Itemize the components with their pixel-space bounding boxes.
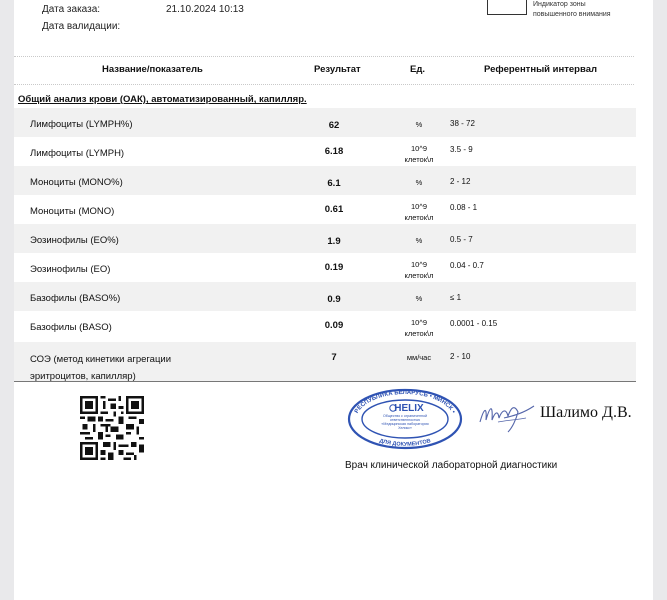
row-name: Эозинофилы (EO) bbox=[30, 264, 111, 275]
row-name: Лимфоциты (LYMPH) bbox=[30, 148, 125, 159]
row-name bbox=[30, 351, 171, 385]
section-title: Общий анализ крови (ОАК), автоматизированный, капилляр. bbox=[18, 94, 307, 105]
header-reference: Референтный интервал bbox=[484, 64, 598, 75]
row-result: 0.09 bbox=[324, 320, 344, 331]
row-name: Базофилы (BASO) bbox=[30, 322, 112, 333]
row-name: Моноциты (MONO) bbox=[30, 206, 115, 217]
row-unit bbox=[388, 259, 450, 281]
order-date-label: Дата заказа: bbox=[42, 4, 101, 15]
table-row bbox=[14, 311, 636, 340]
row-result: 6.1 bbox=[327, 178, 341, 189]
row-result: 0.19 bbox=[324, 262, 344, 273]
doctor-name: Шалимо Д.В. bbox=[540, 404, 632, 421]
table-row bbox=[14, 108, 636, 137]
divider bbox=[14, 84, 634, 85]
row-reference: 2 - 12 bbox=[450, 177, 471, 186]
header-name: Название/показатель bbox=[102, 64, 203, 75]
table-row-esr bbox=[14, 342, 636, 381]
signature-icon bbox=[478, 398, 540, 438]
divider bbox=[14, 56, 634, 57]
row-name: Лимфоциты (LYMPH%) bbox=[30, 119, 133, 130]
table-row bbox=[14, 282, 636, 311]
row-result: 6.18 bbox=[324, 146, 344, 157]
table-row bbox=[14, 166, 636, 195]
stamp-ring-text: РЕСПУБЛИКА БЕЛАРУСЬ • МИНСК • bbox=[354, 390, 457, 415]
header-result: Результат bbox=[314, 64, 361, 75]
stamp-line-4: Хеликс» bbox=[398, 426, 412, 430]
unit-line-1: 10^9 bbox=[410, 202, 428, 211]
qr-code-icon bbox=[80, 396, 144, 460]
attention-zone-legend bbox=[533, 0, 611, 20]
row-reference: 0.04 - 0.7 bbox=[450, 261, 484, 270]
row-result: 62 bbox=[328, 120, 340, 131]
indicator-line-2: повышенного внимания bbox=[533, 11, 611, 18]
esr-name-line-1: СОЭ (метод кинетики агрегации bbox=[30, 354, 172, 365]
row-unit: % bbox=[415, 236, 423, 245]
helix-stamp-icon bbox=[346, 388, 464, 450]
unit-line-1: 10^9 bbox=[410, 260, 428, 269]
row-unit: % bbox=[415, 120, 423, 129]
validation-date-label: Дата валидации: bbox=[42, 21, 121, 32]
row-reference: 0.08 - 1 bbox=[450, 203, 478, 212]
row-unit: % bbox=[415, 178, 423, 187]
stamp-line-3: «Медицинская лаборатория bbox=[381, 422, 429, 426]
doctor-title: Врач клинической лабораторной диагностики bbox=[345, 460, 558, 471]
row-unit bbox=[388, 317, 450, 339]
row-unit: % bbox=[415, 294, 423, 303]
row-unit bbox=[388, 143, 450, 165]
attention-zone-indicator bbox=[487, 0, 527, 15]
stamp-bottom-text: ДЛЯ ДОКУМЕНТОВ bbox=[378, 438, 432, 448]
table-bottom-border bbox=[14, 381, 636, 382]
row-unit: мм/час bbox=[406, 353, 432, 362]
row-result: 1.9 bbox=[327, 236, 341, 247]
row-reference: 2 - 10 bbox=[450, 352, 471, 361]
row-reference: 0.5 - 7 bbox=[450, 235, 473, 244]
table-row bbox=[14, 137, 636, 166]
row-name: Моноциты (MONO%) bbox=[30, 177, 123, 188]
order-date-value: 21.10.2024 10:13 bbox=[166, 4, 244, 15]
indicator-line-1: Индикатор зоны bbox=[533, 1, 586, 8]
unit-line-2: клеток\л bbox=[404, 271, 434, 280]
table-row bbox=[14, 195, 636, 224]
row-result: 7 bbox=[331, 352, 337, 363]
stamp-brand: HELIX bbox=[394, 403, 424, 414]
row-result: 0.61 bbox=[324, 204, 344, 215]
unit-line-2: клеток\л bbox=[404, 155, 434, 164]
row-reference: 38 - 72 bbox=[450, 119, 475, 128]
esr-name-line-2: эритроцитов, капилляр) bbox=[30, 371, 136, 382]
unit-line-1: 10^9 bbox=[410, 144, 428, 153]
unit-line-2: клеток\л bbox=[404, 213, 434, 222]
table-row bbox=[14, 253, 636, 282]
stamp-line-2: ответственностью bbox=[389, 418, 421, 422]
row-unit bbox=[388, 201, 450, 223]
unit-line-1: 10^9 bbox=[410, 318, 428, 327]
row-reference: 3.5 - 9 bbox=[450, 145, 473, 154]
header-unit: Ед. bbox=[410, 64, 426, 75]
row-name: Базофилы (BASO%) bbox=[30, 293, 121, 304]
table-row bbox=[14, 224, 636, 253]
unit-line-2: клеток\л bbox=[404, 329, 434, 338]
row-name: Эозинофилы (EO%) bbox=[30, 235, 119, 246]
stamp-line-1: Общество с ограниченной bbox=[382, 414, 428, 418]
row-result: 0.9 bbox=[327, 294, 341, 305]
row-reference: 0.0001 - 0.15 bbox=[450, 319, 498, 328]
row-reference: ≤ 1 bbox=[450, 293, 462, 302]
